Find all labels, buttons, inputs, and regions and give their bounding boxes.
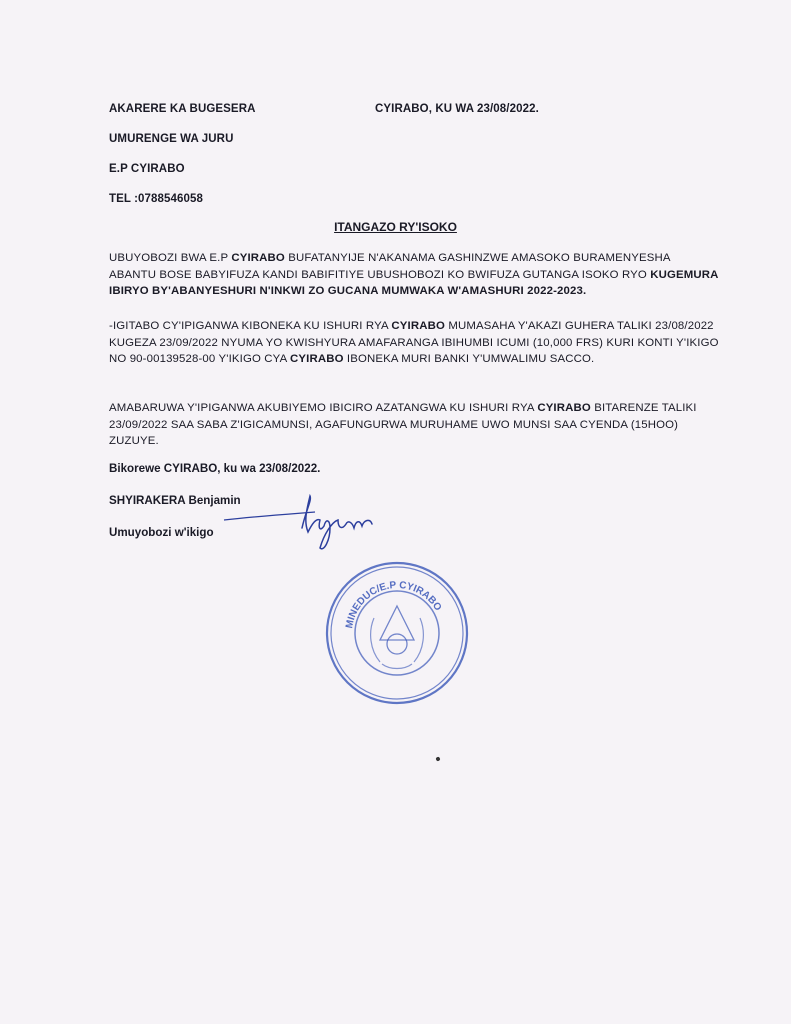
header-tel: TEL :0788546058 bbox=[109, 193, 203, 205]
svg-text:MINEDUC/E.P CYIRABO bbox=[344, 580, 443, 629]
p1-text-c: BUFATANYIJE N'AKANAMA GASHINZWE AMASOKO BURAMENYESHA ABANTU BOSE BABYIFUZA KANDI BABIFITIYE UBUSHOBOZI KO BWIFUZA GUTANGA ISOKO RYO bbox=[109, 252, 670, 281]
p1-school-name: CYIRABO bbox=[231, 252, 285, 264]
p3-text-c: BITARENZE TALIKI 23/09/2022 SAA SABA Z'IGICAMUNSI, AGAFUNGURWA MURUHAME UWO MUNSI SAA CYENDA (15HOO) ZUZUYE. bbox=[109, 402, 697, 448]
header-district: AKARERE KA BUGESERA bbox=[109, 103, 256, 115]
document-title: ITANGAZO RY'ISOKO bbox=[334, 220, 457, 234]
paragraph-tender-book bbox=[109, 318, 719, 368]
footer-signatory-name: SHYIRAKERA Benjamin bbox=[109, 494, 241, 507]
p3-school-name: CYIRABO bbox=[537, 402, 591, 414]
p1-tender-subject: KUGEMURA IBIRYO BY'ABANYESHURI N'INKWI ZO GUCANA MUMWAKA W'AMASHURI 2022-2023. bbox=[109, 268, 719, 298]
signature-icon bbox=[220, 490, 400, 560]
p1-text-a: UBUYOBOZI BWA E.P bbox=[109, 252, 232, 264]
p3-text-a: AMABARUWA Y'IPIGANWA AKUBIYEMO IBICIRO AZATANGWA KU ISHURI RYA bbox=[109, 402, 538, 414]
p2-school-name: CYIRABO bbox=[391, 320, 445, 332]
header-sector: UMURENGE WA JURU bbox=[109, 133, 234, 145]
stamp-text: MINEDUC/E.P CYIRABO bbox=[344, 579, 444, 630]
header-school: E.P CYIRABO bbox=[109, 163, 185, 175]
official-seal-icon bbox=[322, 558, 472, 708]
footer-done-at: Bikorewe CYIRABO, ku wa 23/08/2022. bbox=[109, 462, 321, 475]
ink-speck bbox=[435, 756, 440, 761]
p2-text-c: MUMASAHA Y'AKAZI GUHERA TALIKI 23/08/2022 KUGEZA 23/09/2022 NYUMA YO KWISHYURA AMAFARANGA IBIHUMBI ICUMI (10,000 FRS) KURI KONTI Y'IKIGO NO 90-00139528-00 Y'IKIGO CYA bbox=[109, 320, 719, 366]
p2-text-a: -IGITABO CY'IPIGANWA KIBONEKA KU ISHURI RYA bbox=[109, 320, 392, 332]
header-place-date: CYIRABO, KU WA 23/08/2022. bbox=[375, 103, 539, 115]
p2-text-e: IBONEKA MURI BANKI Y'UMWALIMU SACCO. bbox=[343, 353, 595, 366]
footer-signatory-role: Umuyobozi w'ikigo bbox=[109, 526, 214, 539]
paragraph-submission bbox=[109, 400, 719, 450]
p2-school-name-2: CYIRABO bbox=[290, 353, 344, 366]
paragraph-announcement bbox=[109, 250, 719, 300]
